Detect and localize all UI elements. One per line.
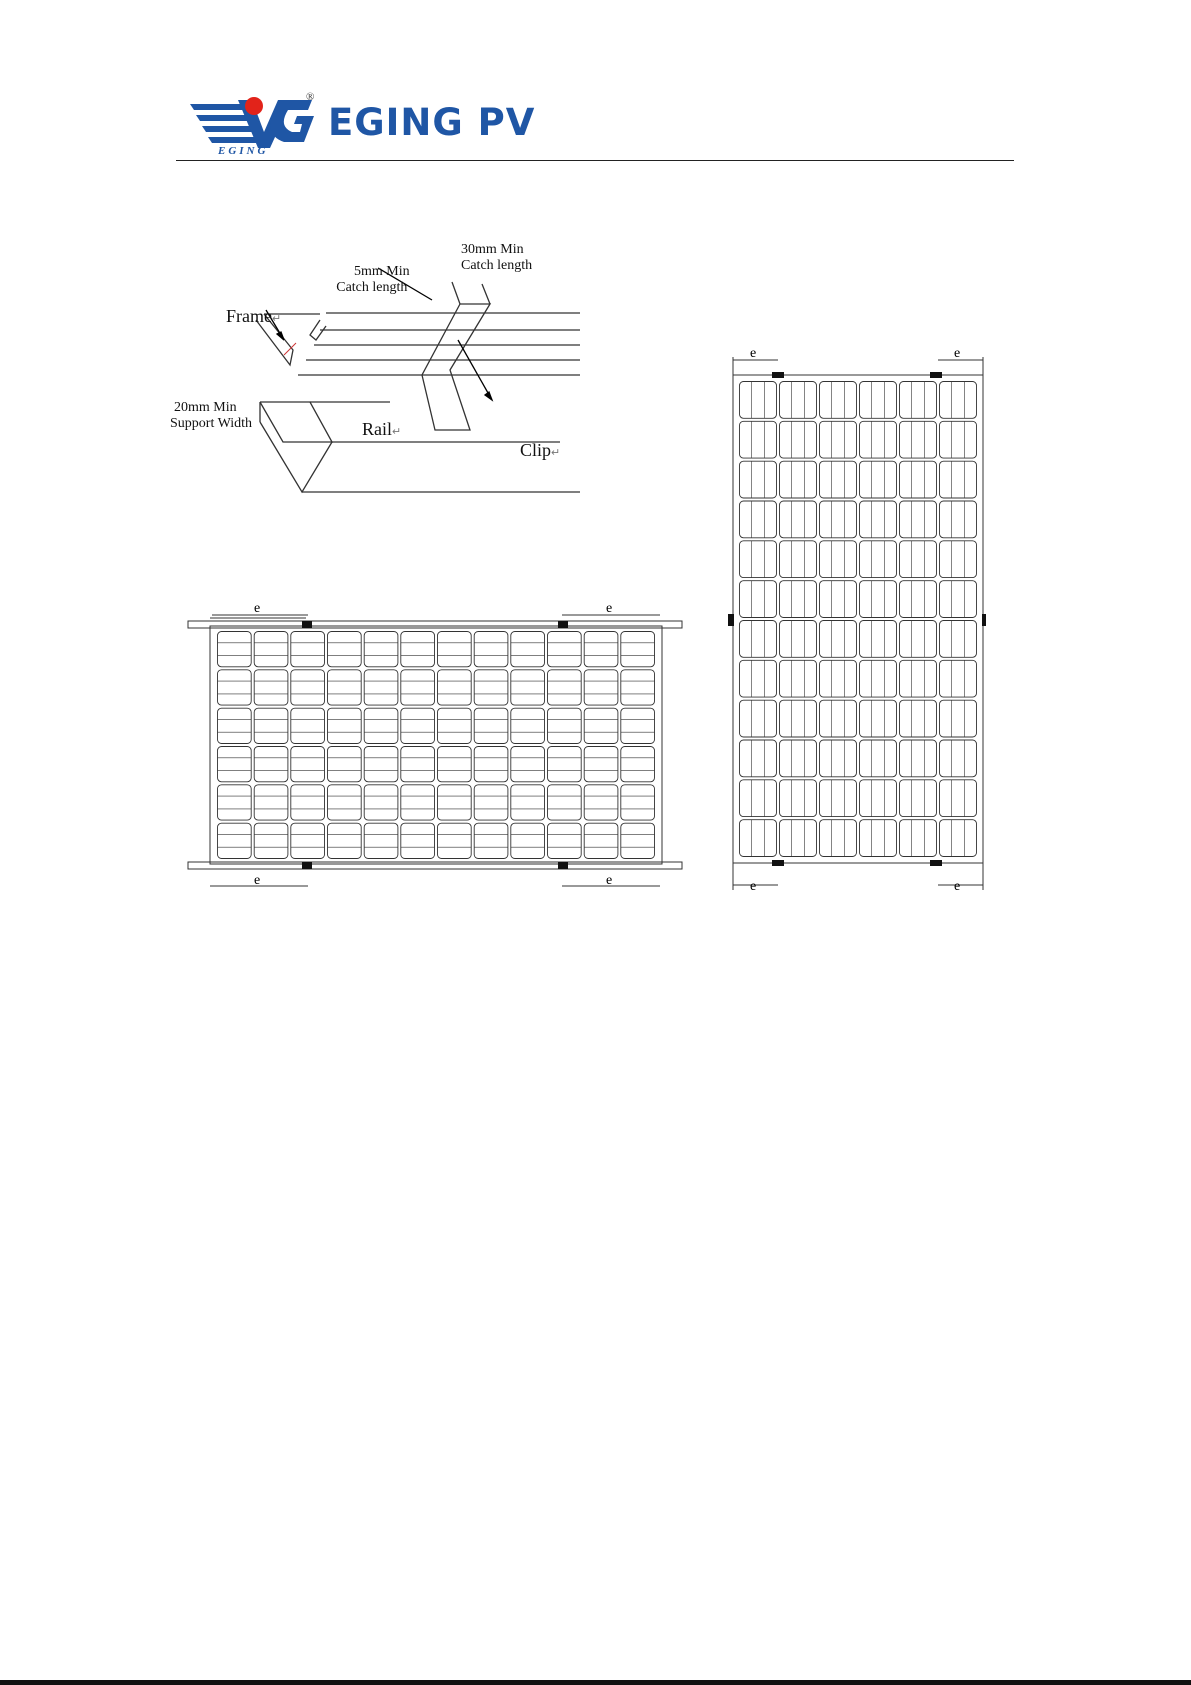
solar-cell (940, 660, 977, 697)
solar-cell (254, 632, 288, 667)
solar-cell (328, 632, 362, 667)
solar-cell (584, 747, 618, 782)
solar-cell (438, 670, 472, 705)
page-bottom-edge (0, 1680, 1191, 1685)
solar-cell (364, 747, 398, 782)
solar-cell (254, 747, 288, 782)
solar-cell (548, 632, 582, 667)
portrait-panel-diagram (726, 340, 986, 895)
solar-cell (860, 421, 897, 458)
solar-cell (860, 581, 897, 618)
solar-cell (548, 823, 582, 858)
solar-cell (584, 785, 618, 820)
clip-label: Clip↵ (520, 440, 561, 460)
solar-cell (218, 708, 252, 743)
solar-cell (740, 780, 777, 817)
solar-cell (820, 820, 857, 857)
solar-cell (621, 632, 655, 667)
solar-cell (328, 785, 362, 820)
solar-cell (584, 632, 618, 667)
solar-cell (740, 700, 777, 737)
solar-cell (780, 660, 817, 697)
solar-cell (740, 501, 777, 538)
solar-cell (401, 708, 435, 743)
solar-cell (621, 670, 655, 705)
solar-cell (900, 820, 937, 857)
solar-cell (621, 708, 655, 743)
solar-cell (621, 785, 655, 820)
solar-cell (940, 581, 977, 618)
solar-cell (401, 823, 435, 858)
solar-cell (438, 785, 472, 820)
dimension-label-e: e (606, 873, 613, 888)
solar-cell (740, 421, 777, 458)
solar-cell (900, 700, 937, 737)
solar-cell (900, 382, 937, 419)
rail-label: Rail↵ (362, 419, 402, 439)
solar-cell (254, 823, 288, 858)
solar-cell (780, 461, 817, 498)
solar-cell (940, 541, 977, 578)
solar-cell (940, 382, 977, 419)
solar-cell (860, 700, 897, 737)
solar-cell (940, 501, 977, 538)
solar-cell (820, 740, 857, 777)
solar-cell (511, 708, 545, 743)
solar-cell (780, 421, 817, 458)
solar-cell (621, 747, 655, 782)
solar-cell (511, 823, 545, 858)
solar-cell (548, 708, 582, 743)
solar-cell (474, 708, 508, 743)
solar-cell (328, 747, 362, 782)
solar-cell (780, 820, 817, 857)
landscape-cell-grid (218, 632, 655, 859)
solar-cell (291, 632, 325, 667)
solar-cell (291, 785, 325, 820)
solar-cell (401, 785, 435, 820)
solar-cell (364, 708, 398, 743)
solar-cell (740, 660, 777, 697)
solar-cell (900, 660, 937, 697)
solar-cell (780, 581, 817, 618)
solar-cell (474, 747, 508, 782)
solar-cell (780, 700, 817, 737)
solar-cell (940, 421, 977, 458)
solar-cell (474, 670, 508, 705)
solar-cell (364, 670, 398, 705)
solar-cell (860, 780, 897, 817)
solar-cell (548, 747, 582, 782)
solar-cell (860, 461, 897, 498)
solar-cell (218, 670, 252, 705)
solar-cell (328, 670, 362, 705)
solar-cell (780, 382, 817, 419)
logo-letters: EGING (218, 145, 269, 157)
solar-cell (584, 670, 618, 705)
solar-cell (900, 780, 937, 817)
solar-cell (740, 461, 777, 498)
portrait-cell-grid (740, 382, 977, 857)
solar-cell (860, 820, 897, 857)
solar-cell (474, 823, 508, 858)
solar-cell (860, 660, 897, 697)
solar-cell (740, 581, 777, 618)
solar-cell (900, 740, 937, 777)
solar-cell (860, 501, 897, 538)
solar-cell (328, 823, 362, 858)
dimension-label-e: e (954, 879, 961, 894)
solar-cell (438, 632, 472, 667)
solar-cell (940, 780, 977, 817)
solar-cell (474, 632, 508, 667)
solar-cell (621, 823, 655, 858)
solar-cell (740, 621, 777, 658)
solar-cell (548, 670, 582, 705)
header-divider (176, 160, 1014, 161)
frame-label: Frame↵ (226, 306, 282, 326)
solar-cell (860, 382, 897, 419)
solar-cell (820, 461, 857, 498)
dimension-label-e: e (254, 601, 261, 616)
solar-cell (740, 740, 777, 777)
solar-cell (328, 708, 362, 743)
solar-cell (820, 382, 857, 419)
solar-cell (584, 708, 618, 743)
dimension-label-e: e (254, 873, 261, 888)
solar-cell (548, 785, 582, 820)
solar-cell (254, 785, 288, 820)
solar-cell (401, 670, 435, 705)
solar-cell (438, 747, 472, 782)
dimension-label-e: e (606, 601, 613, 616)
solar-cell (940, 740, 977, 777)
solar-cell (860, 541, 897, 578)
registered-mark: ® (306, 91, 315, 103)
solar-cell (820, 581, 857, 618)
dimension-label-e: e (750, 346, 757, 361)
solar-cell (291, 747, 325, 782)
solar-cell (900, 421, 937, 458)
solar-cell (900, 461, 937, 498)
solar-cell (511, 632, 545, 667)
solar-cell (740, 820, 777, 857)
solar-cell (291, 823, 325, 858)
solar-cell (940, 621, 977, 658)
solar-cell (860, 621, 897, 658)
support-width-label: 20mm Min Support Width (170, 400, 253, 432)
solar-cell (364, 632, 398, 667)
solar-cell (780, 780, 817, 817)
solar-cell (254, 670, 288, 705)
solar-cell (584, 823, 618, 858)
solar-cell (940, 461, 977, 498)
solar-cell (218, 823, 252, 858)
solar-cell (900, 541, 937, 578)
solar-cell (401, 747, 435, 782)
solar-cell (291, 670, 325, 705)
solar-cell (900, 621, 937, 658)
catch-length-5mm-label: 5mm Min Catch length (336, 264, 410, 296)
solar-cell (511, 785, 545, 820)
solar-cell (218, 632, 252, 667)
dimension-label-e: e (954, 346, 961, 361)
solar-cell (820, 501, 857, 538)
solar-cell (740, 382, 777, 419)
solar-cell (291, 708, 325, 743)
solar-cell (860, 740, 897, 777)
solar-cell (511, 747, 545, 782)
solar-cell (438, 708, 472, 743)
solar-cell (438, 823, 472, 858)
solar-cell (820, 621, 857, 658)
solar-cell (820, 780, 857, 817)
brand-name: EGING PV (328, 101, 536, 144)
solar-cell (364, 785, 398, 820)
dimension-label-e: e (750, 879, 757, 894)
solar-cell (218, 785, 252, 820)
catch-length-30mm-label: 30mm Min Catch length (461, 242, 533, 274)
solar-cell (900, 581, 937, 618)
solar-cell (780, 621, 817, 658)
solar-cell (780, 501, 817, 538)
solar-cell (218, 747, 252, 782)
solar-cell (900, 501, 937, 538)
solar-cell (740, 541, 777, 578)
solar-cell (364, 823, 398, 858)
landscape-panel-diagram (186, 600, 686, 890)
solar-cell (940, 700, 977, 737)
solar-cell (511, 670, 545, 705)
solar-cell (820, 421, 857, 458)
solar-cell (820, 541, 857, 578)
solar-cell (780, 541, 817, 578)
solar-cell (474, 785, 508, 820)
solar-cell (401, 632, 435, 667)
solar-cell (820, 660, 857, 697)
solar-cell (254, 708, 288, 743)
solar-cell (940, 820, 977, 857)
solar-cell (820, 700, 857, 737)
solar-cell (780, 740, 817, 777)
